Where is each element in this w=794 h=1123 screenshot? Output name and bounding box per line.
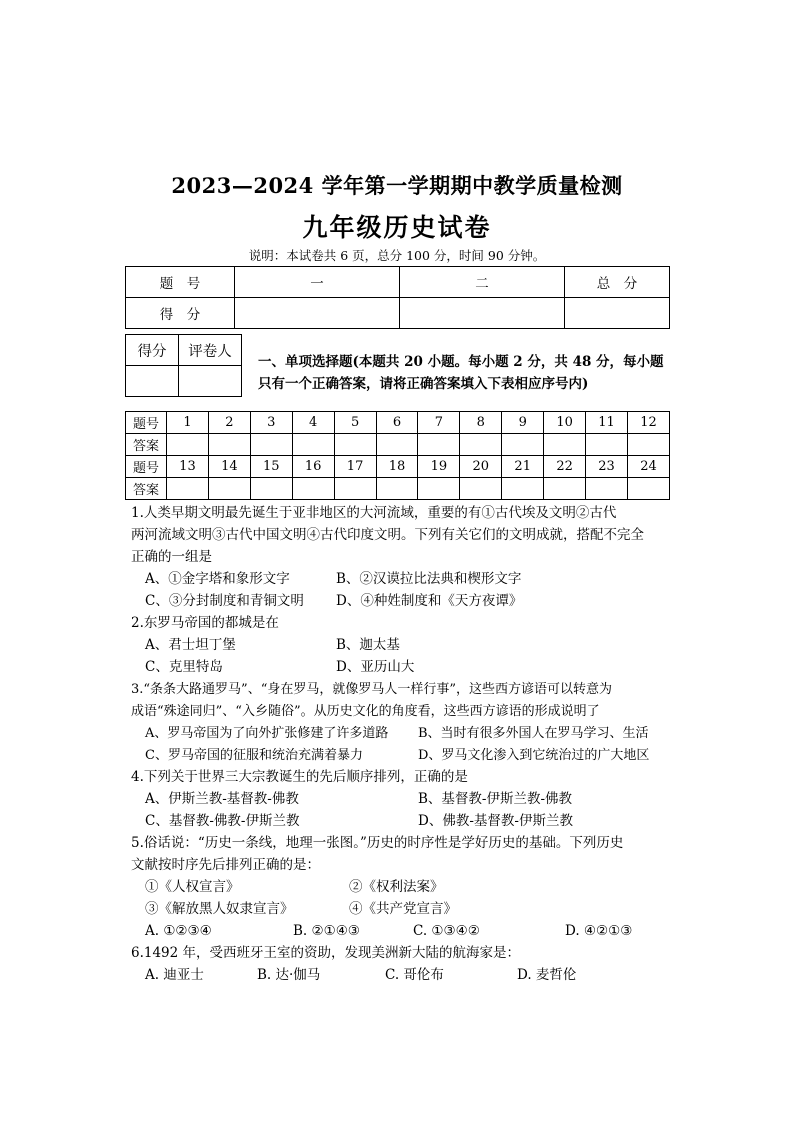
grader-score-label: 得分 <box>126 335 179 366</box>
score-header-label: 题 号 <box>126 267 235 298</box>
answer-cell[interactable] <box>167 478 209 500</box>
grader-name-label: 评卷人 <box>179 335 242 366</box>
score-header-part1: 一 <box>235 267 400 298</box>
question-6-option-c: C. 哥伦布 <box>385 967 444 983</box>
question-number: 4 <box>292 412 334 434</box>
score-header-part2: 二 <box>400 267 565 298</box>
answer-cell[interactable] <box>544 434 586 456</box>
question-1-option-d: D、④种姓制度和《天方夜谭》 <box>336 593 523 609</box>
exam-title: 2023—2024 学年第一学期期中教学质量检测 <box>171 173 623 198</box>
question-2-option-c: C、克里特岛 <box>145 659 223 675</box>
question-1-option-b: B、②汉谟拉比法典和楔形文字 <box>336 571 522 587</box>
answer-cell[interactable] <box>586 434 628 456</box>
score-header-total: 总 分 <box>565 267 670 298</box>
grader-box <box>125 334 242 397</box>
answer-table <box>125 411 670 500</box>
answer-label: 答案 <box>126 478 167 500</box>
question-4-option-c: C、基督教-佛教-伊斯兰教 <box>145 813 300 829</box>
question-3-option-d: D、罗马文化渗入到它统治过的广大地区 <box>418 748 650 763</box>
answer-cell[interactable] <box>460 434 502 456</box>
answer-cell[interactable] <box>376 478 418 500</box>
question-number: 19 <box>418 456 460 478</box>
answer-cell[interactable] <box>334 434 376 456</box>
question-number: 8 <box>460 412 502 434</box>
question-2-stem: 2.东罗马帝国的都城是在 <box>131 615 279 631</box>
answer-label: 答案 <box>126 434 167 456</box>
question-3-stem-line2: 成语“殊途同归”、“入乡随俗”。从历史文化的角度看，这些西方谚语的形成说明了 <box>131 704 600 719</box>
question-number: 18 <box>376 456 418 478</box>
question-number: 24 <box>627 456 669 478</box>
question-number: 12 <box>627 412 669 434</box>
question-number: 20 <box>460 456 502 478</box>
section-one-heading <box>258 351 664 395</box>
question-1-option-c: C、③分封制度和青铜文明 <box>145 593 304 609</box>
question-4-option-d: D、佛教-基督教-伊斯兰教 <box>418 813 573 829</box>
question-4-stem: 4.下列关于世界三大宗教诞生的先后顺序排列，正确的是 <box>131 769 468 785</box>
score-cell[interactable] <box>235 298 400 329</box>
question-2-option-a: A、君士坦丁堡 <box>145 637 236 653</box>
question-5-stem-line1: 5.俗话说：“历史一条线，地理一张图。”历史的时序性是学好历史的基础。下列历史 <box>131 835 624 851</box>
answer-cell[interactable] <box>334 478 376 500</box>
grader-score-cell[interactable] <box>126 366 179 397</box>
question-number: 11 <box>586 412 628 434</box>
exam-subtitle: 九年级历史试卷 <box>302 213 492 242</box>
answer-number-row <box>126 412 670 434</box>
answer-cell[interactable] <box>418 434 460 456</box>
answer-cell[interactable] <box>376 434 418 456</box>
answer-row <box>126 478 670 500</box>
answer-cell[interactable] <box>502 478 544 500</box>
question-number: 15 <box>250 456 292 478</box>
question-6-option-a: A. 迪亚士 <box>145 967 204 983</box>
question-number: 14 <box>208 456 250 478</box>
question-3-option-a: A、罗马帝国为了向外扩张修建了许多道路 <box>145 726 389 741</box>
question-number: 23 <box>586 456 628 478</box>
score-cell[interactable] <box>565 298 670 329</box>
answer-cell[interactable] <box>627 478 669 500</box>
answer-cell[interactable] <box>250 434 292 456</box>
question-number: 21 <box>502 456 544 478</box>
question-number: 2 <box>208 412 250 434</box>
answer-cell[interactable] <box>292 434 334 456</box>
answer-cell[interactable] <box>250 478 292 500</box>
question-3-option-c: C、罗马帝国的征服和统治充满着暴力 <box>145 748 363 763</box>
answer-cell[interactable] <box>292 478 334 500</box>
question-5-option-c: C. ①③④② <box>413 923 480 939</box>
question-4-option-b: B、基督教-伊斯兰教-佛教 <box>418 791 573 807</box>
question-number: 7 <box>418 412 460 434</box>
answer-cell[interactable] <box>586 478 628 500</box>
score-cell[interactable] <box>400 298 565 329</box>
answer-cell[interactable] <box>544 478 586 500</box>
answer-cell[interactable] <box>167 434 209 456</box>
question-3-stem-line1: 3.“条条大路通罗马”、“身在罗马，就像罗马人一样行事”，这些西方谚语可以转意为 <box>131 682 612 697</box>
answer-cell[interactable] <box>418 478 460 500</box>
answer-row <box>126 434 670 456</box>
question-5-stem-line2: 文献按时序先后排列正确的是： <box>131 857 320 873</box>
question-number: 1 <box>167 412 209 434</box>
answer-cell[interactable] <box>502 434 544 456</box>
question-5-item-3: ③《解放黑人奴隶宣言》 <box>145 901 294 917</box>
grader-box-row <box>126 366 242 397</box>
question-2-option-b: B、迦太基 <box>336 637 400 653</box>
question-1-option-a: A、①金字塔和象形文字 <box>145 571 290 587</box>
question-number: 10 <box>544 412 586 434</box>
answer-cell[interactable] <box>460 478 502 500</box>
score-table <box>125 266 670 329</box>
grader-name-cell[interactable] <box>179 366 242 397</box>
question-1-stem-line3: 正确的一组是 <box>131 549 212 565</box>
question-number-label: 题号 <box>126 456 167 478</box>
section-one-line1: 一、单项选择题(本题共 20 小题。每小题 2 分，共 48 分，每小题 <box>258 354 664 370</box>
question-1-stem-line2: 两河流域文明③古代中国文明④古代印度文明。下列有关它们的文明成就，搭配不完全 <box>131 527 644 543</box>
question-number: 22 <box>544 456 586 478</box>
question-4-option-a: A、伊斯兰教-基督教-佛教 <box>145 791 299 807</box>
question-5-option-a: A. ①②③④ <box>145 923 212 939</box>
answer-cell[interactable] <box>208 434 250 456</box>
answer-cell[interactable] <box>208 478 250 500</box>
question-number: 9 <box>502 412 544 434</box>
question-number: 6 <box>376 412 418 434</box>
question-1-stem-line1: 1.人类早期文明最先诞生于亚非地区的大河流域，重要的有①古代埃及文明②古代 <box>131 505 617 521</box>
answer-cell[interactable] <box>627 434 669 456</box>
question-5-item-1: ①《人权宣言》 <box>145 879 240 895</box>
question-3-option-b: B、当时有很多外国人在罗马学习、生活 <box>418 726 649 741</box>
question-number: 13 <box>167 456 209 478</box>
question-number: 5 <box>334 412 376 434</box>
section-one-line2: 只有一个正确答案，请将正确答案填入下表相应序号内) <box>258 376 589 392</box>
score-table-row <box>126 267 670 298</box>
question-5-option-b: B. ②①④③ <box>293 923 360 939</box>
score-table-row <box>126 298 670 329</box>
question-6-option-b: B. 达·伽马 <box>257 967 321 983</box>
question-number: 3 <box>250 412 292 434</box>
question-number-label: 题号 <box>126 412 167 434</box>
question-number: 16 <box>292 456 334 478</box>
answer-number-row <box>126 456 670 478</box>
score-row-label: 得 分 <box>126 298 235 329</box>
question-number: 17 <box>334 456 376 478</box>
question-5-item-4: ④《共产党宣言》 <box>349 901 457 917</box>
question-6-option-d: D. 麦哲伦 <box>517 967 577 983</box>
exam-note: 说明：本试卷共 6 页，总分 100 分，时间 90 分钟。 <box>248 248 546 263</box>
question-5-item-2: ②《权利法案》 <box>349 879 444 895</box>
question-2-option-d: D、亚历山大 <box>336 659 415 675</box>
question-5-option-d: D. ④②①③ <box>565 923 633 939</box>
question-6-stem: 6.1492 年，受西班牙王室的资助，发现美洲新大陆的航海家是： <box>131 945 521 961</box>
grader-box-row <box>126 335 242 366</box>
